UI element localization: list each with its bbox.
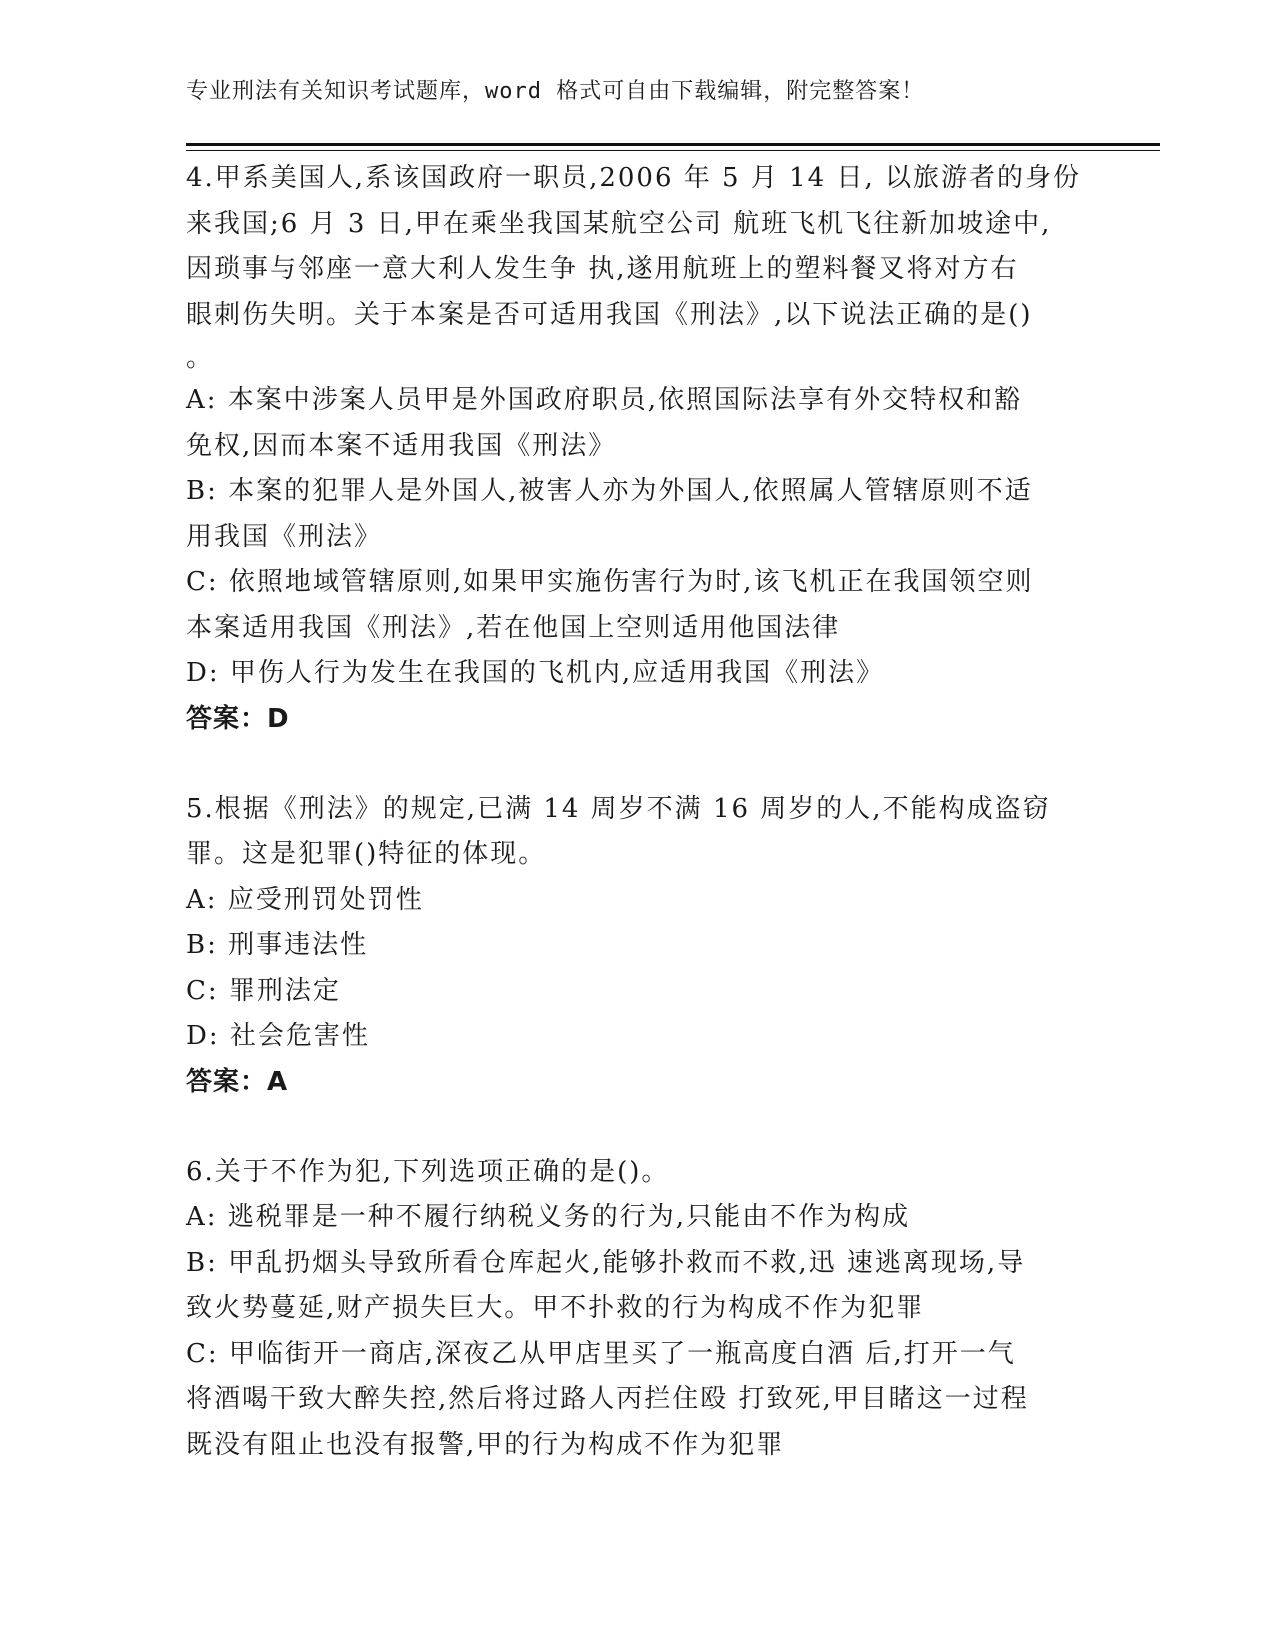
answer-line: 答案：D bbox=[186, 703, 290, 734]
option-a-continued: 免权,因而本案不适用我国《刑法》 bbox=[186, 430, 617, 461]
option-a: A: 应受刑罚处罚性 bbox=[186, 884, 424, 915]
question-text-line: 6.关于不作为犯,下列选项正确的是()。 bbox=[186, 1156, 670, 1187]
spacer bbox=[186, 1105, 1086, 1150]
question-text-line: 4.甲系美国人,系该国政府一职员,2006 年 5 月 14 日, 以旅游者的身份 bbox=[186, 163, 1081, 193]
option-a: A: 本案中涉案人员甲是外国政府职员,依照国际法享有外交特权和豁 bbox=[186, 385, 1023, 415]
document-body bbox=[186, 156, 1086, 1468]
option-c: C: 罪刑法定 bbox=[186, 975, 341, 1006]
header-rule-thick bbox=[186, 143, 1160, 146]
question-6 bbox=[186, 1150, 1086, 1469]
option-d: D: 社会危害性 bbox=[186, 1021, 370, 1051]
spacer bbox=[186, 742, 1086, 787]
answer-line: 答案：A bbox=[186, 1066, 289, 1097]
question-5 bbox=[186, 787, 1086, 1105]
option-c: C: 依照地域管辖原则,如果甲实施伤害行为时,该飞机正在我国领空则 bbox=[186, 567, 1034, 597]
option-c-continued: 本案适用我国《刑法》,若在他国上空则适用他国法律 bbox=[186, 612, 841, 643]
header-rule-thin bbox=[186, 150, 1160, 151]
question-4 bbox=[186, 156, 1086, 742]
option-c-continued: 既没有阻止也没有报警,甲的行为构成不作为犯罪 bbox=[186, 1429, 785, 1460]
option-d: D: 甲伤人行为发生在我国的飞机内,应适用我国《刑法》 bbox=[186, 658, 885, 688]
question-text-line: 来我国;6 月 3 日,甲在乘坐我国某航空公司 航班飞机飞往新加坡途中, bbox=[186, 208, 1052, 239]
question-text-line: 5.根据《刑法》的规定,已满 14 周岁不满 16 周岁的人,不能构成盗窃 bbox=[186, 793, 1051, 824]
question-text-line: 因琐事与邻座一意大利人发生争 执,遂用航班上的塑料餐叉将对方右 bbox=[186, 254, 1019, 284]
option-b-continued: 致火势蔓延,财产损失巨大。甲不扑救的行为构成不作为犯罪 bbox=[186, 1293, 925, 1323]
option-b-continued: 用我国《刑法》 bbox=[186, 521, 383, 552]
option-c: C: 甲临街开一商店,深夜乙从甲店里买了一瓶高度白酒 后,打开一气 bbox=[186, 1338, 1016, 1369]
question-text-line: 罪。这是犯罪()特征的体现。 bbox=[186, 839, 547, 869]
option-c-continued: 将酒喝干致大醉失控,然后将过路人丙拦住殴 打致死,甲目睹这一过程 bbox=[186, 1384, 1029, 1414]
option-b: B: 刑事违法性 bbox=[186, 930, 369, 960]
page-header: 专业刑法有关知识考试题库，word 格式可自由下载编辑，附完整答案！ bbox=[186, 79, 925, 104]
option-b: B: 本案的犯罪人是外国人,被害人亦为外国人,依照属人管辖原则不适 bbox=[186, 476, 1033, 506]
option-b: B: 甲乱扔烟头导致所看仓库起火,能够扑救而不救,迅 速逃离现场,导 bbox=[186, 1247, 1026, 1278]
option-a: A: 逃税罪是一种不履行纳税义务的行为,只能由不作为构成 bbox=[186, 1202, 911, 1232]
question-text-line: 。 bbox=[186, 343, 215, 373]
question-text-line: 眼刺伤失明。关于本案是否可适用我国《刑法》,以下说法正确的是() bbox=[186, 299, 1033, 330]
